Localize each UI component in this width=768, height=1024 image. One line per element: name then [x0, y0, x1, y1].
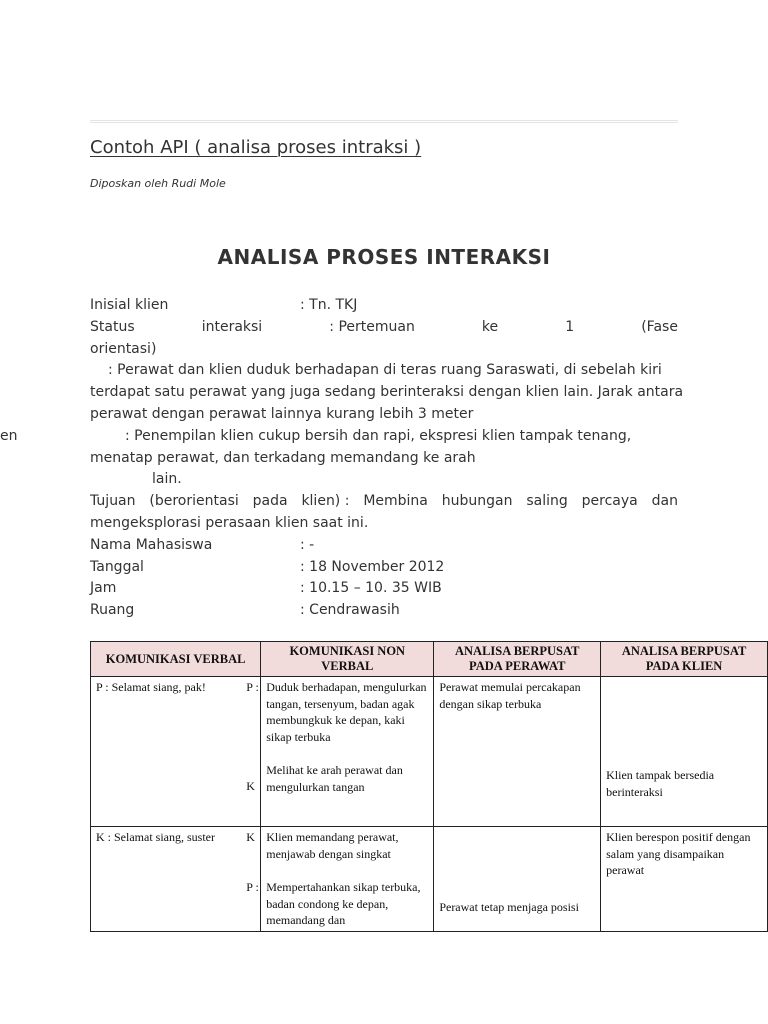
speaker-code: P : — [246, 880, 259, 894]
post-byline: Diposkan oleh Rudi Mole — [90, 177, 226, 190]
inisial-label: Inisial klien — [90, 297, 169, 313]
status-word: ke — [481, 318, 499, 335]
cell-analisa-perawat — [434, 827, 601, 932]
lingkungan-line-1: : Perawat dan klien duduk berhadapan di teras ruang Saraswati, di sebelah kiri — [108, 362, 662, 379]
field-tanggal — [90, 557, 678, 579]
cut-label-fragment: en — [0, 427, 18, 444]
inisial-value: : Tn. TKJ — [300, 297, 358, 313]
non-verbal-text: Mempertahankan sikap terbuka, badan condong ke depan, memandang dan — [266, 880, 421, 927]
header-verbal: KOMUNIKASI VERBAL — [91, 642, 261, 677]
status-interaksi-line — [90, 317, 678, 339]
speaker-code: K — [246, 779, 255, 793]
tujuan-word: (berorientasi — [149, 493, 239, 510]
tujuan-word: pada — [252, 493, 288, 510]
speaker-code: P : — [246, 680, 259, 694]
analisa-perawat-text: Perawat tetap menjaga posisi — [439, 900, 579, 914]
non-verbal-text: Melihat ke arah perawat dan mengulurkan tangan — [266, 763, 403, 794]
deskripsi-line-1 — [0, 426, 678, 448]
cell-analisa-perawat — [434, 677, 601, 827]
deskripsi-text: : Penempilan klien cukup bersih dan rapi, ekspresi klien tampak tenang, — [125, 427, 632, 444]
field-label: Nama Mahasiswa — [90, 536, 213, 553]
tujuan-word: klien) : — [301, 493, 350, 510]
status-word: interaksi — [201, 318, 263, 335]
field-label: Jam — [90, 580, 117, 597]
table-header-row — [91, 642, 768, 677]
lingkungan-line-2: terdapat satu perawat yang juga sedang berinteraksi dengan klien lain. Jarak antara — [90, 384, 684, 401]
top-divider — [90, 120, 678, 123]
analisa-klien-text: Klien berespon positif dengan salam yang disampaikan perawat — [606, 830, 751, 877]
cell-verbal — [91, 677, 261, 827]
cell-analisa-klien — [601, 677, 768, 827]
analisa-klien-text: Klien tampak bersedia berinteraksi — [606, 768, 715, 799]
verbal-text: K : Selamat siang, suster — [96, 830, 215, 844]
lingkungan-line-3: perawat dengan perawat lainnya kurang lebih 3 meter — [90, 405, 474, 422]
status-word: 1 — [565, 318, 575, 335]
document-body — [0, 295, 684, 622]
field-value: : 10.15 – 10. 35 WIB — [300, 580, 442, 597]
document-heading: ANALISA PROSES INTERAKSI — [217, 245, 551, 269]
non-verbal-text: Duduk berhadapan, mengulurkan tangan, tersenyum, badan agak membungkuk ke depan, kaki sikap terbuka — [266, 680, 427, 744]
status-continuation: orientasi) — [90, 340, 157, 357]
non-verbal-text: Klien memandang perawat, menjawab dengan singkat — [266, 830, 399, 861]
field-label: Ruang — [90, 602, 135, 619]
tujuan-word: percaya — [581, 493, 638, 510]
field-nama-mahasiswa — [90, 535, 678, 557]
cell-analisa-klien — [601, 827, 768, 932]
cell-non-verbal — [246, 677, 434, 827]
interaction-table-wrapper — [90, 641, 768, 932]
cell-verbal — [91, 827, 261, 932]
table-row — [91, 827, 768, 932]
speaker-code: K — [246, 830, 255, 844]
analisa-perawat-text: Perawat memulai percakapan dengan sikap terbuka — [439, 680, 581, 711]
header-analisa-perawat: ANALISA BERPUSAT PADA PERAWAT — [434, 642, 601, 677]
status-word: (Fase — [641, 318, 678, 335]
interaction-table — [90, 641, 768, 932]
tujuan-line — [90, 491, 678, 513]
tujuan-word: hubungan — [441, 493, 513, 510]
status-word: : Pertemuan — [329, 318, 415, 335]
field-ruang — [90, 600, 678, 622]
tujuan-word: Membina — [363, 493, 428, 510]
tujuan-word: saling — [526, 493, 568, 510]
status-word: Status — [90, 318, 135, 335]
verbal-text: P : Selamat siang, pak! — [96, 680, 206, 694]
field-jam — [90, 578, 678, 600]
tujuan-word: dan — [651, 493, 678, 510]
tujuan-word: Tujuan — [90, 493, 136, 510]
deskripsi-line-3: lain. — [152, 471, 182, 488]
table-row — [91, 677, 768, 827]
tujuan-continuation: mengeksplorasi perasaan klien saat ini. — [90, 514, 369, 531]
post-title-link[interactable]: Contoh API ( analisa proses intraksi ) — [90, 137, 422, 158]
header-non-verbal: KOMUNIKASI NON VERBAL — [261, 642, 434, 677]
field-label: Tanggal — [90, 558, 144, 575]
field-value: : - — [300, 536, 315, 553]
header-analisa-klien: ANALISA BERPUSAT PADA KLIEN — [601, 642, 768, 677]
inisial-klien-line — [90, 295, 678, 317]
cell-non-verbal — [246, 827, 434, 932]
field-value: : Cendrawasih — [300, 602, 400, 619]
deskripsi-line-2: menatap perawat, dan terkadang memandang ke arah — [90, 449, 476, 466]
field-value: : 18 November 2012 — [300, 558, 445, 575]
